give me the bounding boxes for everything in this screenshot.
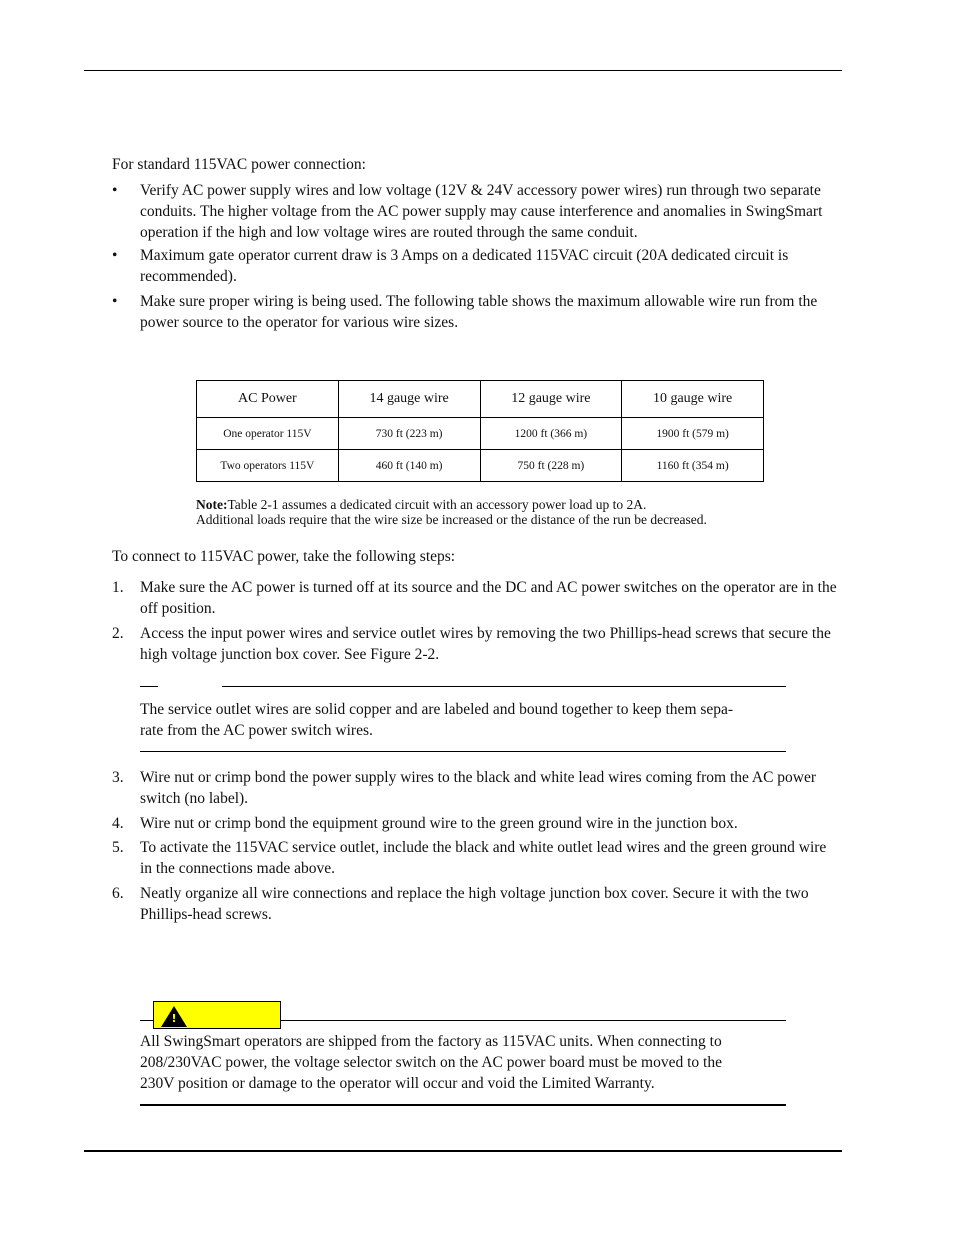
callout-top-rule: [222, 686, 786, 687]
table-cell: Two operators 115V: [197, 450, 339, 482]
bullet-text: Verify AC power supply wires and low voltage (12V & 24V accessory power wires) run through two separate conduits. The higher voltage from the AC power supply may cause interference and anomalies in SwingSmart operation if the high and low voltage wires are routed through the same conduit.: [140, 182, 823, 241]
callout-top-rule-short: [140, 686, 158, 687]
caution-text: [140, 1031, 786, 1094]
table-cell: 460 ft (140 m): [338, 450, 480, 482]
table-cell: 1900 ft (579 m): [622, 418, 764, 450]
step-number: 2.: [112, 625, 124, 642]
step-number: 4.: [112, 815, 124, 832]
step-text: Wire nut or crimp bond the power supply wires to the black and white lead wires coming from the AC power switch (no label).: [140, 769, 817, 807]
bullet-mark: •: [112, 182, 118, 199]
table-header-cell: AC Power: [197, 381, 339, 418]
step-text: To activate the 115VAC service outlet, include the black and white outlet lead wires and the green ground wire in the connections made above.: [140, 839, 827, 877]
table-note: [196, 497, 707, 527]
caution-banner: [153, 1001, 281, 1029]
table-header-cell: 12 gauge wire: [480, 381, 622, 418]
step-text: Make sure the AC power is turned off at its source and the DC and AC power switches on the operator are in the off position.: [140, 579, 837, 617]
callout-line-1: The service outlet wires are solid copper and are labeled and bound together to keep them sepa-: [140, 701, 734, 718]
caution-line-3: 230V position or damage to the operator will occur and void the Limited Warranty.: [140, 1075, 655, 1092]
bullet-text: Maximum gate operator current draw is 3 Amps on a dedicated 115VAC circuit (20A dedicated circuit is recommended).: [140, 247, 789, 285]
table-row: [197, 450, 764, 482]
step-item: [112, 883, 842, 925]
step-number: 1.: [112, 579, 124, 596]
step-text: Access the input power wires and service outlet wires by removing the two Phillips-head screws that secure the high voltage junction box cover. See Figure 2-2.: [140, 625, 831, 663]
table-cell: 750 ft (228 m): [480, 450, 622, 482]
warning-exclamation-icon: !: [171, 1012, 177, 1025]
intro-text: For standard 115VAC power connection:: [112, 156, 366, 173]
footer-rule: [84, 1150, 842, 1152]
note-line-2: Additional loads require that the wire size be increased or the distance of the run be decreased.: [196, 512, 707, 527]
step-number: 3.: [112, 769, 124, 786]
caution-line-1: All SwingSmart operators are shipped from the factory as 115VAC units. When connecting to: [140, 1033, 722, 1050]
caution-top-rule-short: [140, 1020, 154, 1021]
bullet-item: [112, 245, 842, 287]
table-cell: 1160 ft (354 m): [622, 450, 764, 482]
table-cell: 730 ft (223 m): [338, 418, 480, 450]
wire-size-table: [196, 380, 764, 482]
step-text: Wire nut or crimp bond the equipment ground wire to the green ground wire in the junction box.: [140, 815, 738, 832]
bullet-item: [112, 291, 842, 333]
table-header-cell: 14 gauge wire: [338, 381, 480, 418]
callout-bottom-rule: [140, 751, 786, 752]
note-label: Note:: [196, 497, 228, 512]
callout-text: [140, 699, 786, 741]
table-cell: One operator 115V: [197, 418, 339, 450]
step-item: [112, 813, 842, 834]
bullet-mark: •: [112, 247, 118, 264]
step-item: [112, 623, 842, 665]
steps-intro: To connect to 115VAC power, take the following steps:: [112, 548, 456, 565]
caution-top-rule: [281, 1020, 786, 1021]
step-number: 5.: [112, 839, 124, 856]
header-rule: [84, 70, 842, 71]
table-row: [197, 418, 764, 450]
step-item: [112, 767, 842, 809]
step-number: 6.: [112, 885, 124, 902]
note-line-1: Table 2-1 assumes a dedicated circuit with an accessory power load up to 2A.: [227, 497, 647, 512]
bullet-mark: •: [112, 293, 118, 310]
table-header-row: [197, 381, 764, 418]
table-header-cell: 10 gauge wire: [622, 381, 764, 418]
step-text: Neatly organize all wire connections and replace the high voltage junction box cover. Secure it with the two Phillips-head screws.: [140, 885, 809, 923]
bullet-item: [112, 180, 842, 243]
caution-line-2: 208/230VAC power, the voltage selector switch on the AC power board must be moved to the: [140, 1054, 722, 1071]
bullet-text: Make sure proper wiring is being used. The following table shows the maximum allowable wire run from the power source to the operator for various wire sizes.: [140, 293, 818, 331]
table-cell: 1200 ft (366 m): [480, 418, 622, 450]
step-item: [112, 837, 842, 879]
caution-bottom-rule: [140, 1104, 786, 1106]
step-item: [112, 577, 842, 619]
callout-line-2: rate from the AC power switch wires.: [140, 722, 373, 739]
